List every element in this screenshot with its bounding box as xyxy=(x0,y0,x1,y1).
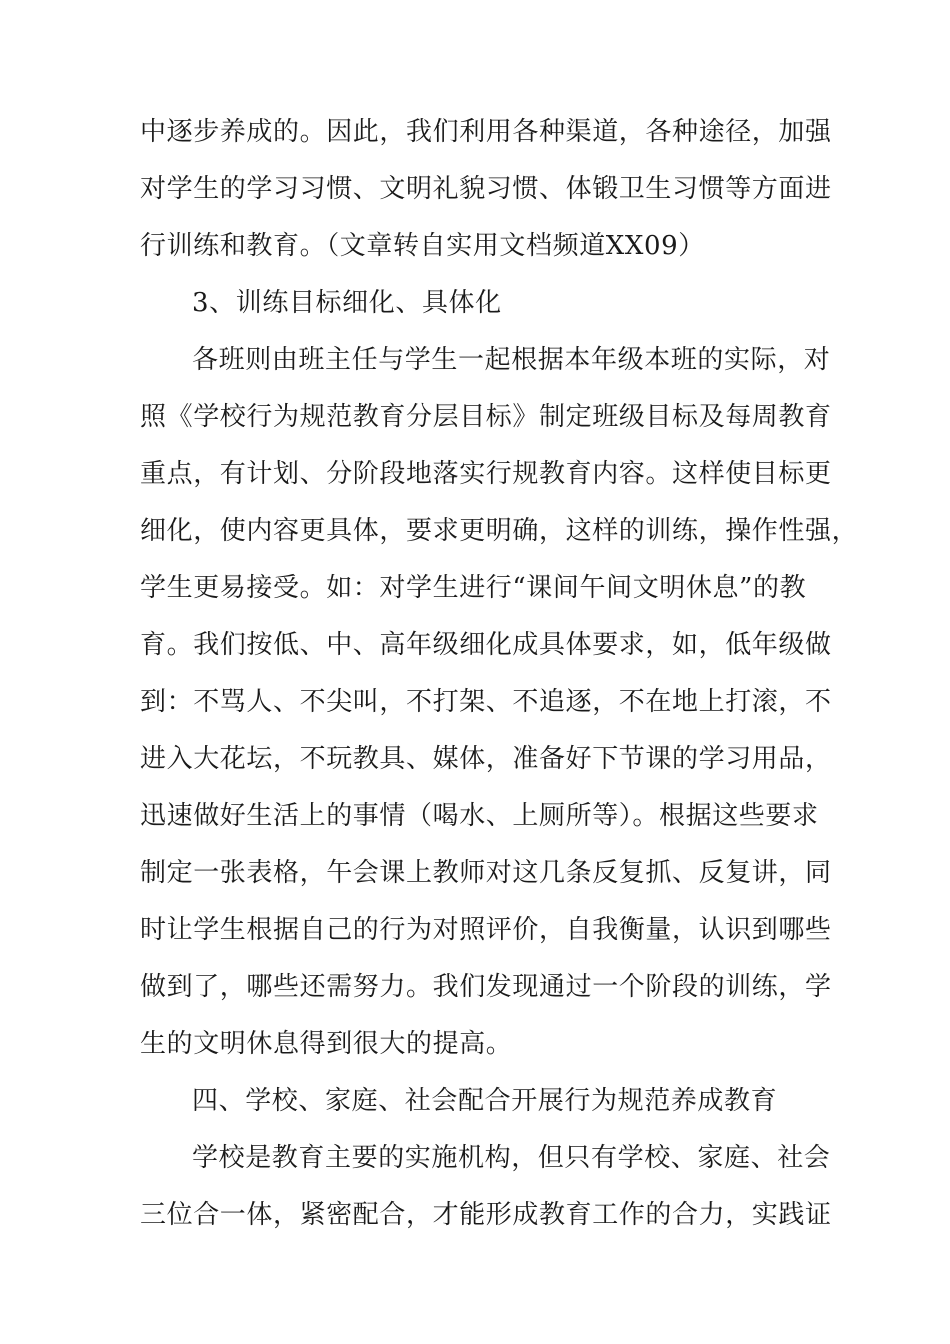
text-line: 学生更易接受。如：对学生进行“课间午间文明休息”的教 xyxy=(140,573,807,603)
text-line: 三位合一体，紧密配合，才能形成教育工作的合力，实践证 xyxy=(140,1200,832,1230)
section-heading: 四、学校、家庭、社会配合开展行为规范养成教育 xyxy=(192,1086,778,1116)
paragraph-start: 各班则由班主任与学生一起根据本年级本班的实际，对 xyxy=(192,345,831,375)
text-line: 做到了，哪些还需努力。我们发现通过一个阶段的训练，学 xyxy=(140,972,832,1002)
text-line: 照《学校行为规范教育分层目标》制定班级目标及每周教育 xyxy=(140,402,832,432)
paragraph-start: 学校是教育主要的实施机构，但只有学校、家庭、社会 xyxy=(192,1143,831,1173)
text-line: 中逐步养成的。因此，我们利用各种渠道，各种途径，加强 xyxy=(140,117,832,147)
text-line: 育。我们按低、中、高年级细化成具体要求，如，低年级做 xyxy=(140,630,832,660)
text-line: 进入大花坛，不玩教具、媒体，准备好下节课的学习用品， xyxy=(140,744,832,774)
text-line: 行训练和教育。（文章转自实用文档频道XX09） xyxy=(140,231,705,261)
text-line: 制定一张表格，午会课上教师对这几条反复抓、反复讲，同 xyxy=(140,858,832,888)
text-line: 到：不骂人、不尖叫，不打架、不追逐，不在地上打滚，不 xyxy=(140,687,832,717)
text-line: 迅速做好生活上的事情（喝水、上厕所等）。根据这些要求 xyxy=(140,801,819,831)
text-line: 时让学生根据自己的行为对照评价，自我衡量，认识到哪些 xyxy=(140,915,832,945)
section-heading: 3、训练目标细化、具体化 xyxy=(192,288,502,318)
text-line: 生的文明休息得到很大的提高。 xyxy=(140,1029,513,1059)
text-line: 细化，使内容更具体，要求更明确，这样的训练，操作性强， xyxy=(140,516,859,546)
text-line: 重点，有计划、分阶段地落实行规教育内容。这样使目标更 xyxy=(140,459,832,489)
text-line: 对学生的学习习惯、文明礼貌习惯、体锻卫生习惯等方面进 xyxy=(140,174,832,204)
